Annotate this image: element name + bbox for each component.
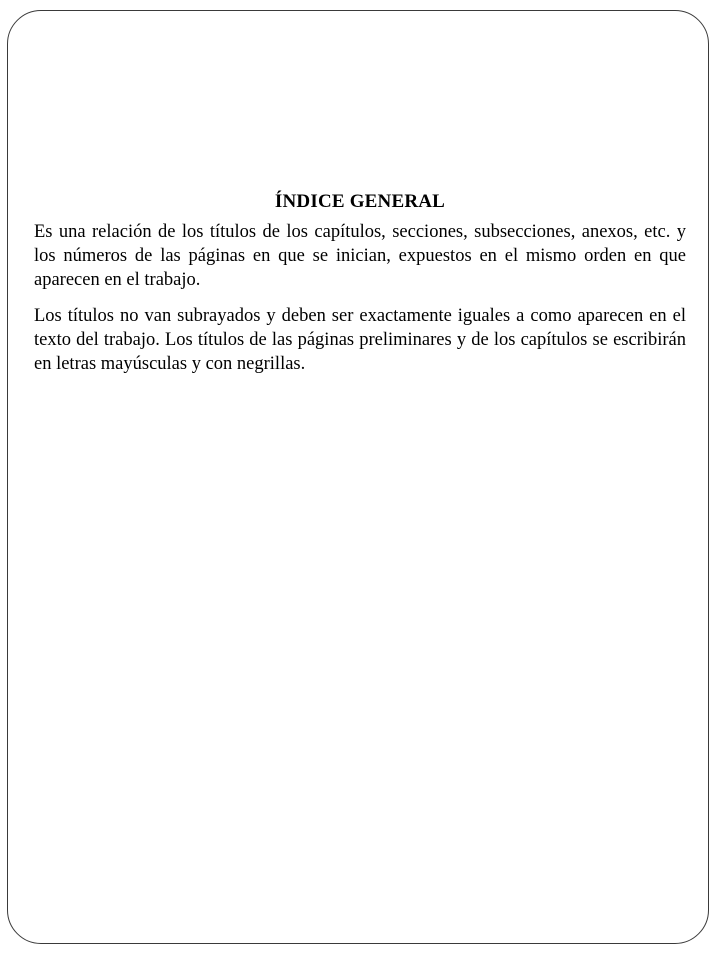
paragraph-definition: Es una relación de los títulos de los capítulos, secciones, subsecciones, anexos, etc. y los números de las páginas en que se inician, expuestos en el mismo orden en que aparecen en el trabajo. bbox=[34, 222, 686, 290]
page-title: ÍNDICE GENERAL bbox=[274, 191, 446, 212]
document-body bbox=[34, 186, 686, 388]
page-frame bbox=[7, 10, 709, 944]
paragraph-rules: Los títulos no van subrayados y deben ser exactamente iguales a como aparecen en el texto del trabajo. Los títulos de las páginas preliminares y de los capítulos se escribirán en letras mayúsculas y con negrillas. bbox=[34, 306, 686, 374]
